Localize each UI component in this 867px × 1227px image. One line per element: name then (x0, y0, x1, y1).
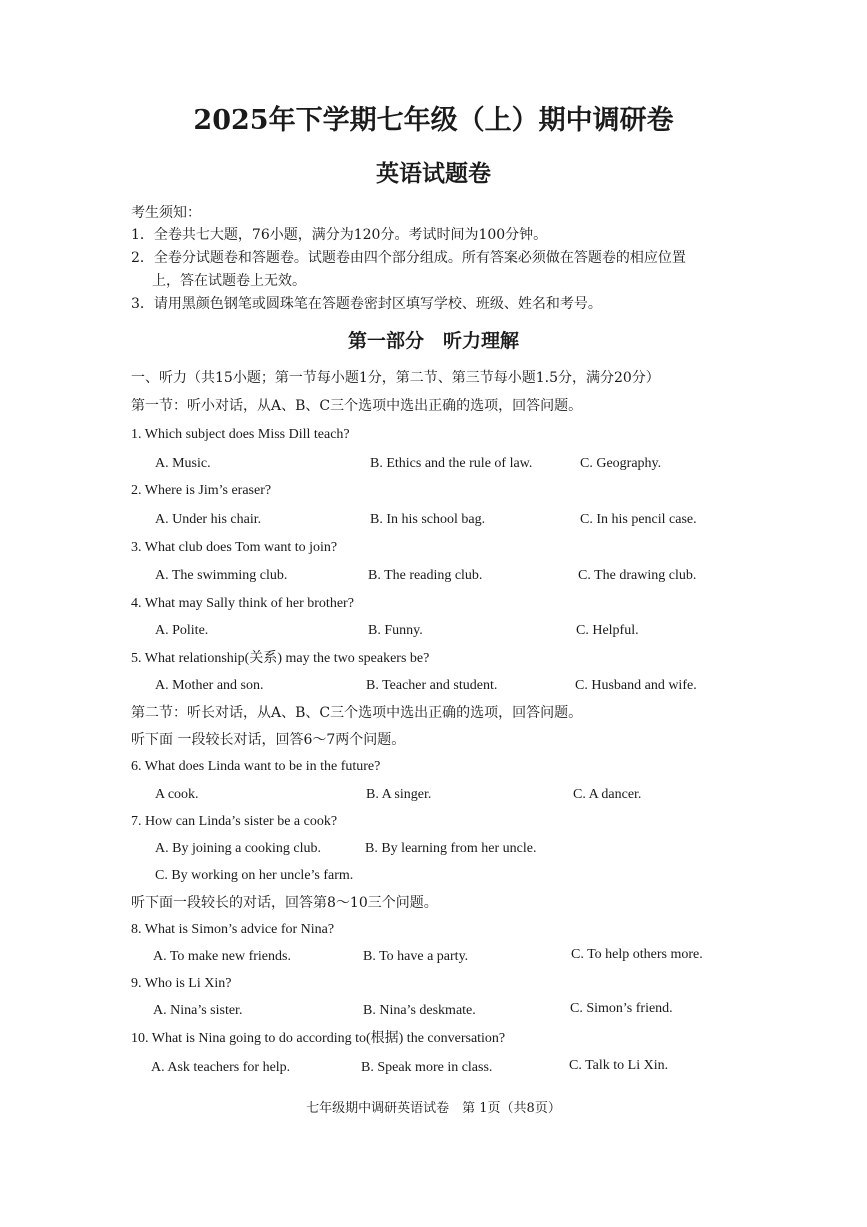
question-5-option-b: B. Teacher and student. (366, 678, 498, 693)
question-9-option-a: A. Nina’s sister. (153, 1003, 243, 1018)
note-item-3: 3．请用黑颜色钢笔或圆珠笔在答题卷密封区填写学校、班级、姓名和考号。 (131, 296, 602, 312)
question-10-option-b: B. Speak more in class. (361, 1060, 493, 1075)
question-1-option-b: B. Ethics and the rule of law. (370, 456, 533, 471)
long-dialog-1-instruction: 听下面 一段较长对话，回答6～7两个问题。 (131, 732, 406, 748)
question-1-option-a: A. Music. (155, 456, 211, 471)
question-6: 6. What does Linda want to be in the future? (131, 759, 381, 774)
notes-heading: 考生须知： (131, 205, 201, 221)
question-2-option-c: C. In his pencil case. (580, 512, 697, 527)
question-5-option-a: A. Mother and son. (155, 678, 264, 693)
question-6-option-c: C. A dancer. (573, 787, 642, 802)
question-4-option-b: B. Funny. (368, 623, 423, 638)
note-item-2-cont: 上，答在试题卷上无效。 (152, 273, 306, 289)
section-1-instruction: 第一节：听小对话，从A、B、C三个选项中选出正确的选项，回答问题。 (131, 398, 583, 414)
question-7-option-a: A. By joining a cooking club. (155, 841, 322, 856)
question-9-option-c: C. Simon’s friend. (570, 1001, 673, 1016)
section-2-instruction: 第二节：听长对话，从A、B、C三个选项中选出正确的选项，回答问题。 (131, 705, 583, 721)
question-6-option-b: B. A singer. (366, 787, 432, 802)
question-5-option-c: C. Husband and wife. (575, 678, 697, 693)
page-title: 2025年下学期七年级（上）期中调研卷 (193, 105, 674, 136)
question-10-option-c: C. Talk to Li Xin. (569, 1058, 669, 1073)
question-7: 7. How can Linda’s sister be a cook? (131, 814, 338, 829)
question-3-option-c: C. The drawing club. (578, 568, 697, 583)
question-8-option-c: C. To help others more. (571, 947, 703, 962)
question-9-option-b: B. Nina’s deskmate. (363, 1003, 476, 1018)
question-8-option-b: B. To have a party. (363, 949, 469, 964)
question-1: 1. Which subject does Miss Dill teach? (131, 427, 350, 442)
question-3-option-a: A. The swimming club. (155, 568, 288, 583)
question-3-option-b: B. The reading club. (368, 568, 483, 583)
listening-intro: 一、听力（共15小题；第一节每小题1分，第二节、第三节每小题1.5分，满分20分） (131, 370, 660, 386)
note-item-2: 2．全卷分试题卷和答题卷。试题卷由四个部分组成。所有答案必须做在答题卷的相应位置 (131, 250, 686, 266)
long-dialog-2-instruction: 听下面一段较长的对话，回答第8～10三个问题。 (131, 895, 438, 911)
question-2: 2. Where is Jim’s eraser? (131, 483, 272, 498)
question-5: 5. What relationship(关系) may the two speakers be? (131, 651, 430, 666)
question-8-option-a: A. To make new friends. (153, 949, 291, 964)
question-2-option-a: A. Under his chair. (155, 512, 262, 527)
question-7-option-c: C. By working on her uncle’s farm. (155, 868, 354, 883)
question-6-option-a: A cook. (155, 787, 199, 802)
question-10: 10. What is Nina going to do according to(根据) the conversation? (131, 1031, 506, 1046)
question-1-option-c: C. Geography. (580, 456, 662, 471)
question-10-option-a: A. Ask teachers for help. (151, 1060, 291, 1075)
question-4: 4. What may Sally think of her brother? (131, 596, 354, 611)
part-title: 第一部分 听力理解 (347, 330, 519, 352)
question-4-option-a: A. Polite. (155, 623, 209, 638)
page-subtitle: 英语试题卷 (376, 160, 491, 187)
note-item-1: 1．全卷共七大题，76小题，满分为120分。考试时间为100分钟。 (131, 227, 548, 243)
question-4-option-c: C. Helpful. (576, 623, 639, 638)
question-9: 9. Who is Li Xin? (131, 976, 232, 991)
question-2-option-b: B. In his school bag. (370, 512, 486, 527)
page-footer: 七年级期中调研英语试卷 第 1页（共8页） (306, 1101, 561, 1116)
question-3: 3. What club does Tom want to join? (131, 540, 338, 555)
question-7-option-b: B. By learning from her uncle. (365, 841, 537, 856)
question-8: 8. What is Simon’s advice for Nina? (131, 922, 335, 937)
